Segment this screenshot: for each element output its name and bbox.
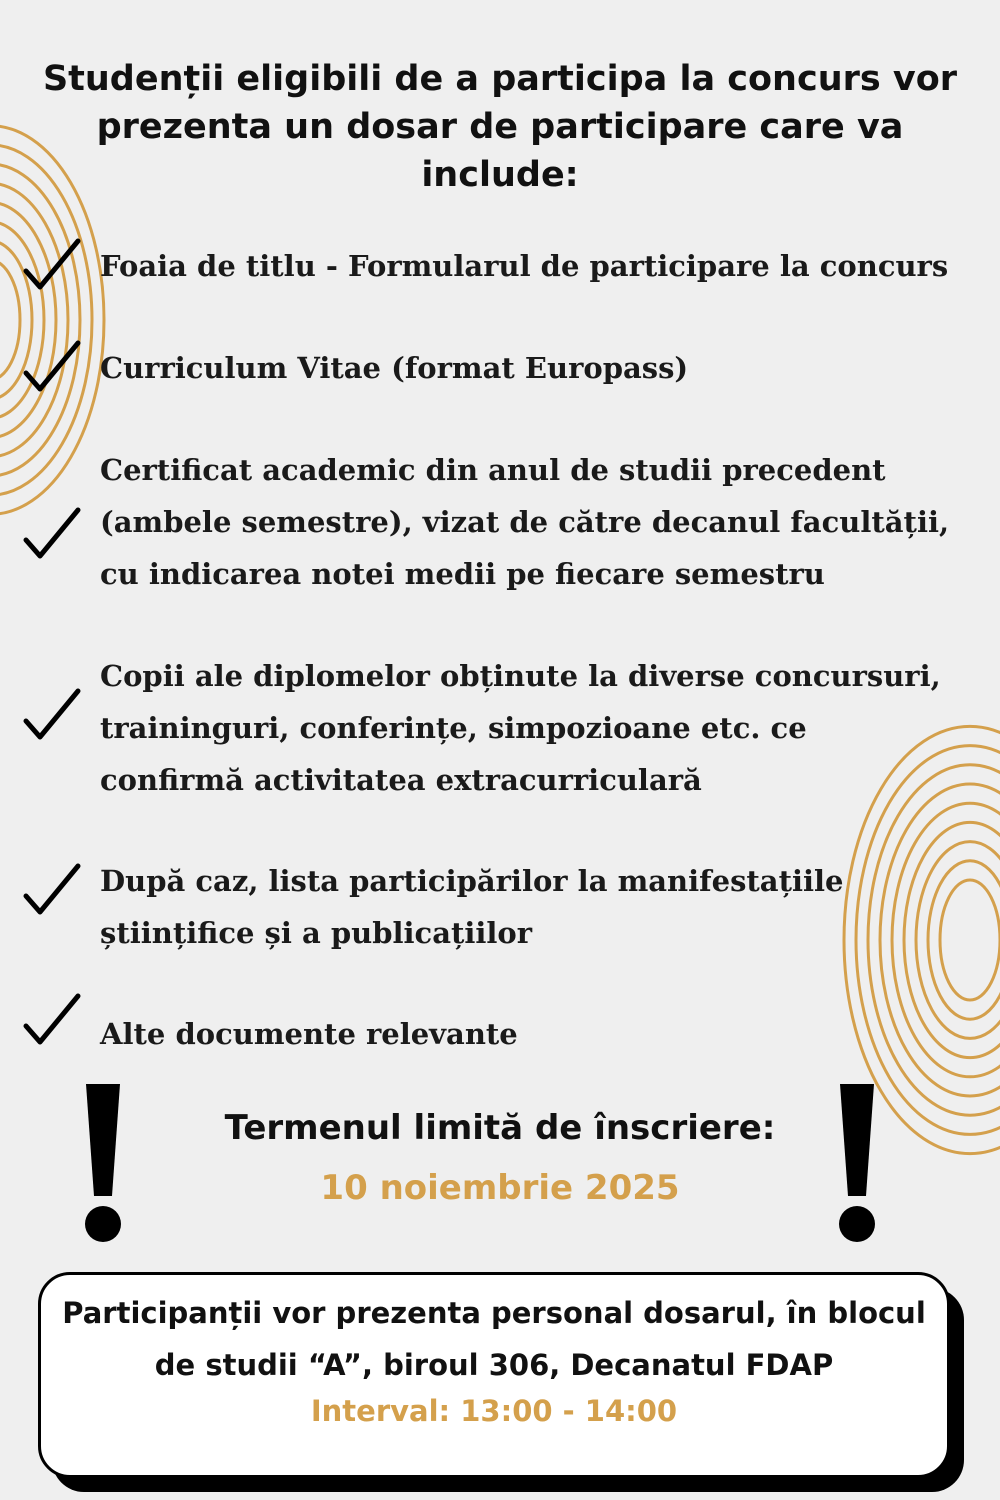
page-heading: Studenții eligibili de a participa la concurs vor prezenta un dosar de participare care va include: (42, 59, 958, 195)
exclamation-icon (822, 1078, 892, 1248)
item-text: Alte documente relevante (100, 1017, 518, 1051)
notice-box (38, 1272, 950, 1478)
notice-interval: Interval: 13:00 - 14:00 (310, 1394, 678, 1428)
exclamation-icon (68, 1078, 138, 1248)
swirl-line (0, 183, 68, 457)
swirl-line (0, 164, 80, 476)
item-text: Foaia de titlu - Formularul de participare la concurs (100, 249, 949, 283)
item-text: După caz, lista participărilor la manifestațiile științifice și a publicațiilor (100, 864, 844, 950)
item-text: Copii ale diplomelor obținute la diverse concursuri, traininguri, conferințe, simpozioane etc. ce confirmă activitatea extracurriculară (100, 659, 941, 797)
swirl-line (916, 842, 1000, 1039)
swirl-line (904, 822, 1000, 1057)
check-icon (22, 235, 82, 295)
check-icon (22, 990, 82, 1050)
item-text: Certificat academic din anul de studii precedent (ambele semestre), vizat de către decanul facultății, cu indicarea notei medii pe fiecare semestru (100, 453, 950, 591)
deadline-date: 10 noiembrie 2025 (320, 1168, 680, 1208)
swirl-line (0, 260, 20, 380)
check-icon (22, 685, 82, 745)
notice-text: Participanții vor prezenta personal dosarul, în blocul de studii “A”, biroul 306, Decanatul FDAP (62, 1296, 926, 1382)
item-text: Curriculum Vitae (format Europass) (100, 351, 689, 385)
check-icon (22, 504, 82, 564)
swirl-line (892, 803, 1000, 1077)
swirl-line (880, 784, 1000, 1096)
swirl-line (940, 880, 1000, 1000)
swirl-line (928, 861, 1000, 1019)
check-icon (22, 337, 82, 397)
deadline-label: Termenul limită de înscriere: (224, 1108, 776, 1148)
swirl-line (868, 765, 1000, 1115)
check-icon (22, 860, 82, 920)
